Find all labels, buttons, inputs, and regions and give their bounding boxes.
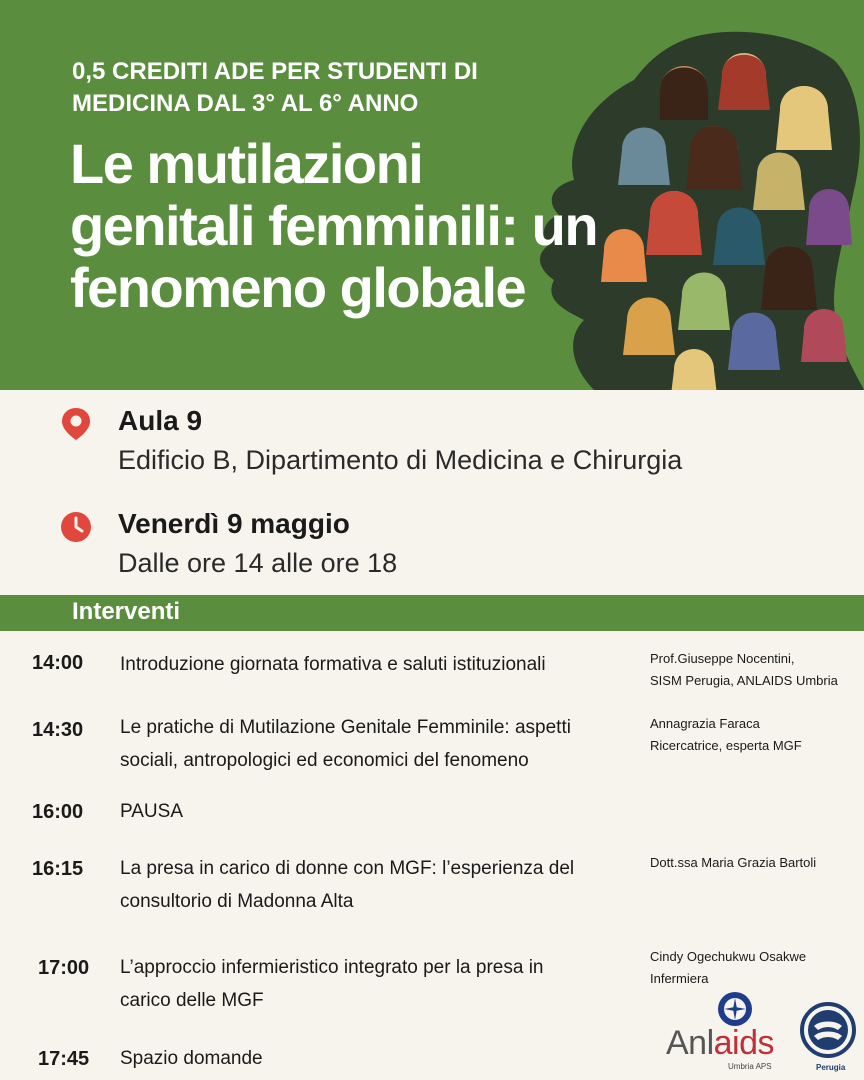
topic-line: consultorio di Madonna Alta [120,891,354,912]
sism-label: Perugia [816,1063,846,1072]
credits-line-2: MEDICINA DAL 3° AL 6° ANNO [72,90,419,117]
program-topic [120,648,640,681]
header-banner [0,0,864,390]
topic-line: carico delle MGF [120,990,264,1011]
program-speaker [650,713,860,757]
anlaids-subtitle: Umbria APS [728,1062,772,1071]
anlaids-wordmark-suffix: aids [713,1024,775,1062]
date-title: Venerdì 9 maggio [118,508,350,539]
program-topic [120,852,640,918]
topic-line: L’approccio infermieristico integrato per la presa in [120,957,544,978]
page-title [70,133,830,319]
sism-logo [798,1000,858,1076]
program-speaker [650,852,860,874]
time-subtitle: Dalle ore 14 alle ore 18 [118,548,398,578]
speaker-line: Dott.ssa Maria Grazia Bartoli [650,855,817,870]
title-line-1: Le mutilazioni [70,132,423,195]
speaker-line: Ricercatrice, esperta MGF [650,738,802,753]
program-heading: Interventi [72,598,181,625]
title-line-3: fenomeno globale [70,256,526,319]
anlaids-wordmark [666,1024,774,1063]
speaker-line: SISM Perugia, ANLAIDS Umbria [650,673,838,688]
program-speaker [650,648,860,692]
program-topic [120,795,640,828]
program-heading-band [0,595,864,631]
program-time: 14:30 [32,719,84,741]
map-pin-icon [60,407,92,441]
program-time: 17:45 [38,1048,90,1070]
clock-icon [60,510,92,544]
title-line-2: genitali femminili: un [70,194,598,257]
anlaids-emblem-icon [714,990,756,1028]
topic-line: PAUSA [120,801,184,822]
anlaids-wordmark-prefix: Anl [666,1024,714,1062]
topic-line: La presa in carico di donne con MGF: l’esperienza del [120,858,575,879]
program-time: 17:00 [38,957,90,979]
location-subtitle: Edificio B, Dipartimento di Medicina e Chirurgia [118,445,683,475]
location-title: Aula 9 [118,405,203,436]
program-time: 14:00 [32,652,84,674]
topic-line: Le pratiche di Mutilazione Genitale Femminile: aspetti [120,717,571,738]
speaker-line: Cindy Ogechukwu Osakwe [650,949,807,964]
speaker-line: Annagrazia Faraca [650,716,760,731]
anlaids-logo [666,990,796,1075]
program-speaker [650,946,860,990]
speaker-line: Prof.Giuseppe Nocentini, [650,651,795,666]
topic-line: Spazio domande [120,1048,263,1069]
program-topic [120,711,640,777]
program-time: 16:00 [32,801,84,823]
speaker-line: Infermiera [650,971,709,986]
credits-line-1: 0,5 CREDITI ADE PER STUDENTI DI [72,58,478,85]
program-topic [120,951,640,1017]
credits-text [72,56,592,120]
topic-line: Introduzione giornata formativa e saluti istituzionali [120,654,546,675]
topic-line: sociali, antropologici ed economici del fenomeno [120,750,529,771]
program-topic [120,1042,640,1075]
sism-emblem-icon [798,1000,858,1062]
program-time: 16:15 [32,858,84,880]
